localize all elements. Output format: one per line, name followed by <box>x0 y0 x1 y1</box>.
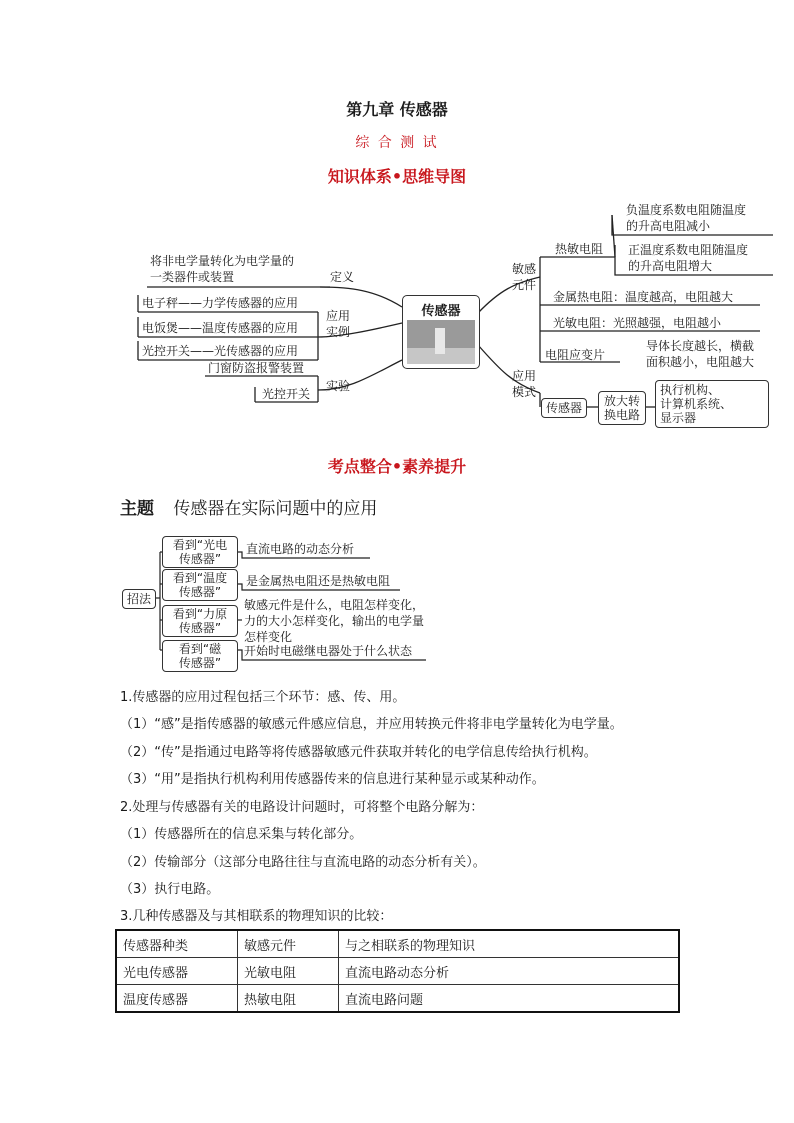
example-item: 光控开关——光传感器的应用 <box>142 344 299 358</box>
body-paragraph: （1）“感”是指传感器的敏感元件感应信息，并应用转换元件将非电学量转化为电学量。 <box>120 717 623 732</box>
tip-line: 传感器” <box>178 585 222 599</box>
topic-label: 主题 <box>120 499 154 519</box>
amplifier-line-2: 换电路 <box>603 408 640 422</box>
body-paragraph: （2）传输部分（这部分电路往往与直流电路的动态分析有关）。 <box>120 855 486 870</box>
executor-line-1: 执行机构、 <box>660 383 721 397</box>
tip-box <box>162 605 238 637</box>
center-label: 传感器 <box>421 304 461 319</box>
example-item: 电饭煲——温度传感器的应用 <box>142 321 299 335</box>
table-cell: 直流电路问题 <box>339 985 680 1013</box>
tip-line: 传感器” <box>178 621 222 635</box>
mode-amplifier-box <box>598 391 646 425</box>
thermistor-neg-2: 的升高电阻减小 <box>626 219 711 233</box>
tip-box <box>162 569 238 601</box>
tip-line: 看到“温度 <box>172 571 228 585</box>
subtitle: 综 合 测 试 <box>355 135 439 151</box>
lunar-rover-image <box>407 320 475 364</box>
photoresistor-text: 光敏电阻：光照越强，电阻越小 <box>553 316 722 330</box>
tip-line: 看到“力原 <box>172 607 228 621</box>
body-paragraph: 3.几种传感器及与其相联系的物理知识的比较： <box>120 909 393 924</box>
tips-root: 招法 <box>122 589 156 609</box>
metal-resistor-text: 金属热电阻：温度越高，电阻越大 <box>553 290 734 304</box>
thermistor-pos-1: 正温度系数电阻随温度 <box>628 243 749 257</box>
experiment-item: 光控开关 <box>262 387 311 401</box>
mode-sensor-box: 传感器 <box>541 398 587 418</box>
experiment-item: 门窗防盗报警装置 <box>208 361 305 375</box>
mode-label-1: 应用 <box>512 369 537 383</box>
body-paragraph: （2）“传”是指通过电路等将传感器敏感元件获取并转化的电学信息传给执行机构。 <box>120 745 597 760</box>
tip-box <box>162 640 238 672</box>
mode-executor-box <box>655 380 769 428</box>
thermistor-neg-1: 负温度系数电阻随温度 <box>626 203 747 217</box>
body-paragraph: （3）“用”是指执行机构利用传感器传来的信息进行某种显示或某种动作。 <box>120 772 545 787</box>
tip-note: 敏感元件是什么，电阻怎样变化， <box>244 598 425 612</box>
body-paragraph: 2.处理与传感器有关的电路设计问题时，可将整个电路分解为： <box>120 800 484 815</box>
comparison-table <box>115 929 680 1013</box>
table-cell: 温度传感器 <box>116 985 238 1013</box>
topic-heading <box>120 494 377 519</box>
strain-gauge-text-1: 导体长度越长，横截 <box>646 339 755 353</box>
table-header-cell: 敏感元件 <box>238 930 339 958</box>
tips-diagram <box>118 532 458 677</box>
tip-line: 看到“光电 <box>172 538 228 552</box>
table-header-row <box>116 930 679 958</box>
tip-note: 是金属热电阻还是热敏电阻 <box>246 574 391 588</box>
tip-note: 怎样变化 <box>244 630 293 644</box>
center-node <box>402 295 480 369</box>
tip-note: 开始时电磁继电器处于什么状态 <box>244 644 413 658</box>
executor-line-3: 显示器 <box>660 411 697 425</box>
tip-note: 力的大小怎样变化，输出的电学量 <box>244 614 425 628</box>
mind-map <box>0 195 794 440</box>
table-row <box>116 985 679 1013</box>
examples-label-1: 应用 <box>326 309 351 323</box>
thermistor-label: 热敏电阻 <box>555 242 604 256</box>
table-cell: 光电传感器 <box>116 958 238 985</box>
topic-title: 传感器在实际问题中的应用 <box>173 499 378 519</box>
definition-label: 定义 <box>330 270 355 284</box>
tip-line: 传感器” <box>178 552 222 566</box>
experiment-label: 实验 <box>326 379 351 393</box>
tip-box <box>162 536 238 568</box>
sensitive-label-2: 元件 <box>512 278 537 292</box>
table-header-cell: 传感器种类 <box>116 930 238 958</box>
body-paragraph: （3）执行电路。 <box>120 882 220 897</box>
sensitive-label-1: 敏感 <box>512 262 537 276</box>
section-heading-mindmap: 知识体系•思维导图 <box>327 167 467 186</box>
table-cell: 直流电路动态分析 <box>339 958 680 985</box>
amplifier-line-1: 放大转 <box>603 394 640 408</box>
example-item: 电子秤——力学传感器的应用 <box>142 296 299 310</box>
table-row <box>116 958 679 985</box>
examples-label-2: 实例 <box>326 325 351 339</box>
body-paragraph: 1.传感器的应用过程包括三个环节：感、传、用。 <box>120 690 406 705</box>
tip-line: 传感器” <box>178 656 222 670</box>
table-cell: 光敏电阻 <box>238 958 339 985</box>
definition-text-2: 一类器件或装置 <box>150 270 235 284</box>
mode-label-2: 模式 <box>512 385 537 399</box>
strain-gauge-label: 电阻应变片 <box>545 348 606 362</box>
thermistor-pos-2: 的升高电阻增大 <box>628 259 713 273</box>
section-heading-points: 考点整合•素养提升 <box>327 457 467 476</box>
tip-line: 看到“磁 <box>178 642 222 656</box>
table-header-cell: 与之相联系的物理知识 <box>339 930 680 958</box>
chapter-title: 第九章 传感器 <box>346 100 448 119</box>
body-paragraph: （1）传感器所在的信息采集与转化部分。 <box>120 827 363 842</box>
executor-line-2: 计算机系统、 <box>660 397 733 411</box>
strain-gauge-text-2: 面积越小，电阻越大 <box>646 355 755 369</box>
tip-note: 直流电路的动态分析 <box>246 542 355 556</box>
table-cell: 热敏电阻 <box>238 985 339 1013</box>
definition-text-1: 将非电学量转化为电学量的 <box>150 254 295 268</box>
